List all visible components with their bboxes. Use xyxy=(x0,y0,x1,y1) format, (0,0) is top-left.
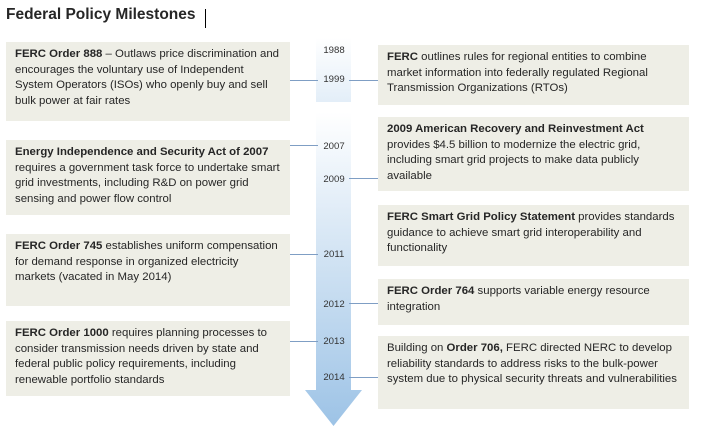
year-label: 1988 xyxy=(323,45,345,56)
milestone-title: FERC Order 1000 xyxy=(15,327,109,339)
milestone-box-order-706 xyxy=(378,336,689,409)
milestone-title: Energy Independence and Security Act of 2007 xyxy=(15,146,269,158)
milestone-text: FERC directed NERC to develop reliability standards to address risks to the bulk-power system due to physical security threats and vulnerabilities xyxy=(387,342,677,386)
milestone-text: provides standards guidance to achieve smart grid interoperability and functionality xyxy=(387,211,675,255)
milestone-title: Order 706, xyxy=(446,342,503,354)
milestone-text: supports variable energy resource integration xyxy=(387,285,650,313)
milestone-text: – Outlaws price discrimination and encourages the voluntary use of Independent System Operators (ISOs) who openly buy and sell bulk power at fair rates xyxy=(15,48,280,107)
year-label: 1999 xyxy=(323,74,345,85)
year-label: 2012 xyxy=(323,299,345,310)
milestone-box-eisa-2007 xyxy=(6,140,290,215)
milestone-text: establishes uniform compensation for demand response in organized electricity markets (vacated in May 2014) xyxy=(15,240,278,284)
milestone-text: requires a government task force to undertake smart grid investments, including R&D on power grid sensing and power flow control xyxy=(15,161,280,205)
milestone-box-ferc-rto xyxy=(378,45,689,105)
milestone-box-arra-2009 xyxy=(378,117,689,191)
milestone-box-smart-grid-policy xyxy=(378,205,689,266)
milestone-title: 2009 American Recovery and Reinvestment Act xyxy=(387,123,644,135)
milestone-text: outlines rules for regional entities to combine market information into federally regulated Regional Transmission Organizations (RTOs) xyxy=(387,51,648,95)
milestone-box-ferc-1000 xyxy=(6,321,290,396)
milestone-title: FERC Order 888 xyxy=(15,48,103,60)
milestone-title: FERC Smart Grid Policy Statement xyxy=(387,211,575,223)
milestone-text: requires planning processes to consider transmission needs driven by state and federal public policy requirements, including renewable portfolio standards xyxy=(15,327,267,386)
milestone-box-ferc-745 xyxy=(6,234,290,306)
year-label: 2013 xyxy=(323,336,345,347)
year-label: 2007 xyxy=(323,141,345,152)
milestone-prefix: Building on xyxy=(387,342,447,354)
page-title: Federal Policy Milestones xyxy=(6,6,196,23)
milestone-title: FERC xyxy=(387,51,419,63)
milestone-title: FERC Order 745 xyxy=(15,240,103,252)
year-label: 2011 xyxy=(323,249,345,260)
milestone-box-ferc-888 xyxy=(6,42,290,121)
year-label: 2009 xyxy=(323,174,345,185)
year-label: 2014 xyxy=(323,372,345,383)
milestone-text: provides $4.5 billion to modernize the electric grid, including smart grid projects to make data publicly available xyxy=(387,138,641,182)
milestone-title: FERC Order 764 xyxy=(387,285,475,297)
milestone-box-ferc-764 xyxy=(378,279,689,325)
